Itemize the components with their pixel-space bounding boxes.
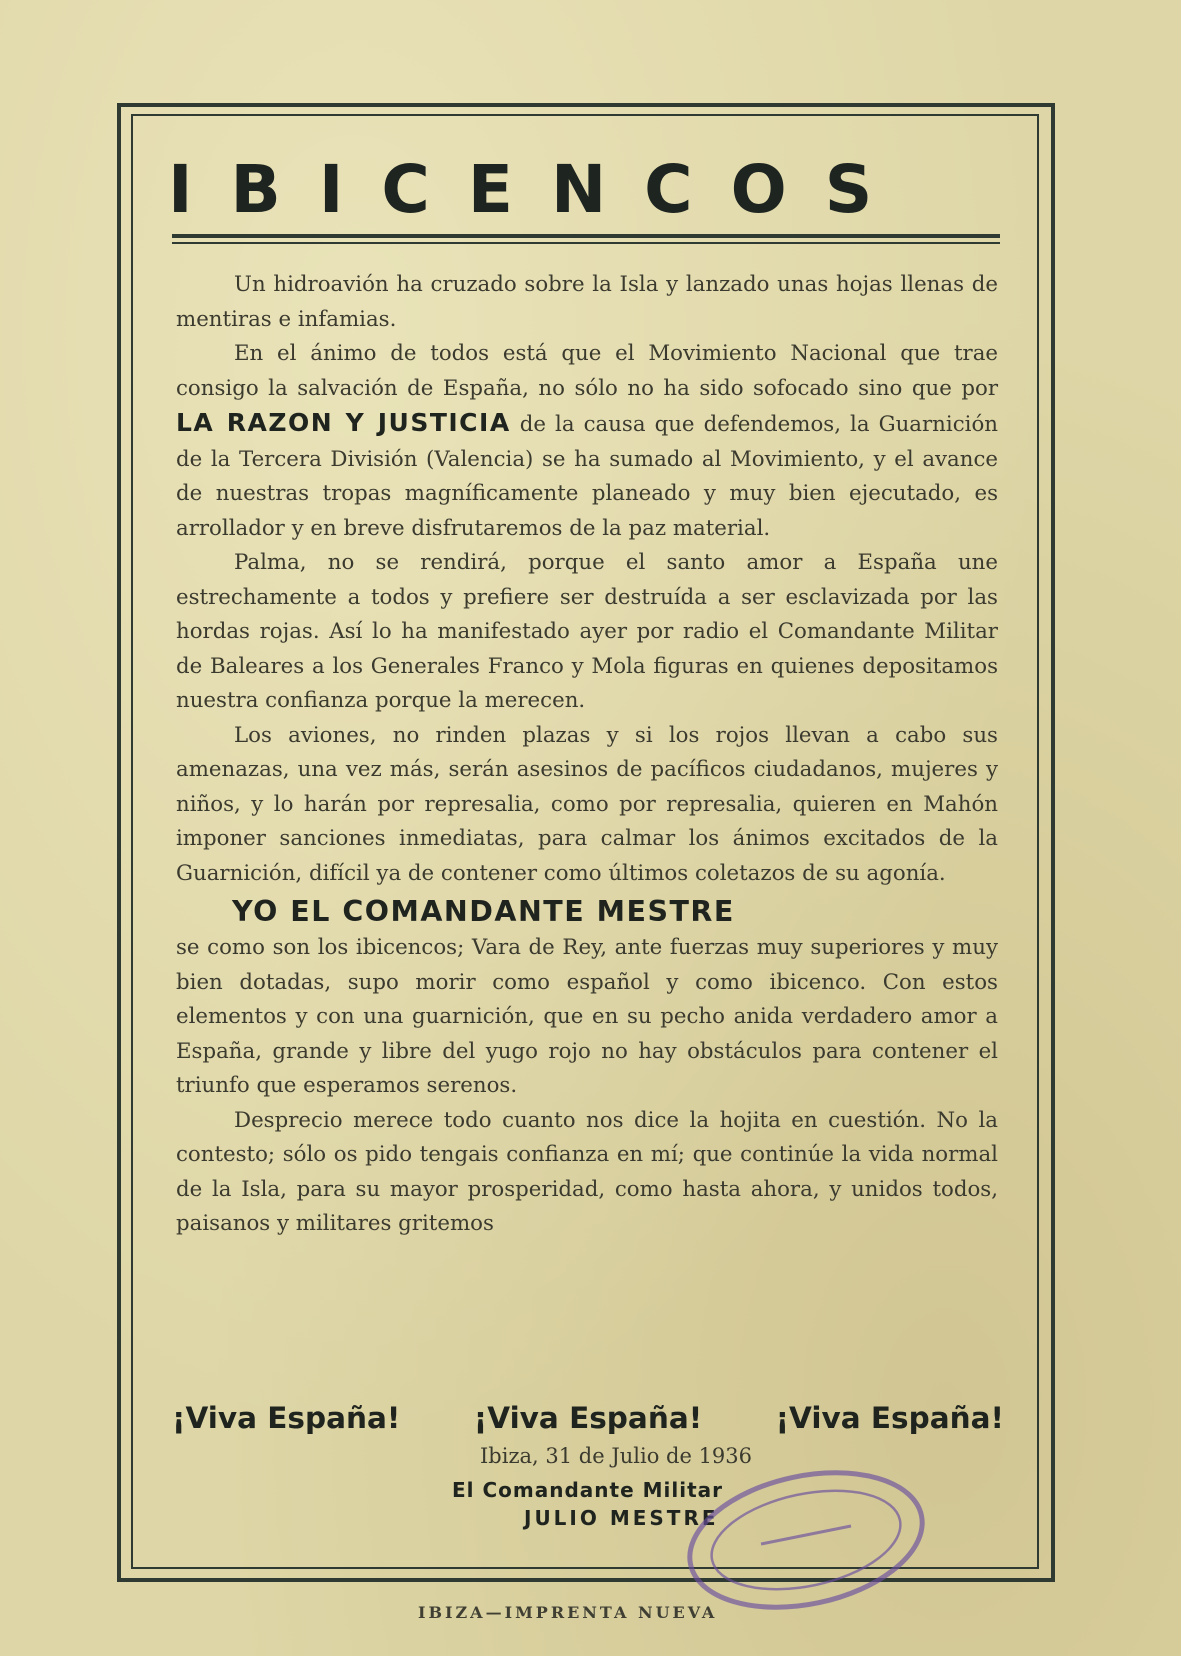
- printer-imprint: IBIZA—IMPRENTA NUEVA: [418, 1603, 718, 1622]
- viva-2: ¡Viva España!: [473, 1401, 703, 1435]
- paragraph-3: Palma, no se rendirá, porque el santo amor a España une estrechamente a todos y prefiere ser destruída a ser esclavizada por las hordas rojas. Así lo ha manifestado ayer por radio el Comandante Militar de Baleares a los Generales Franco y Mola figuras en quienes depositamos nuestra confianza porque la merecen.: [176, 550, 998, 713]
- title-rule-thin: [172, 242, 1000, 244]
- title-rule-thick: [172, 234, 1000, 238]
- paragraph-2-text: En el ánimo de todos está que el Movimiento Nacional que trae consigo la salvación de España, no sólo no ha sido sofocado sino que por: [176, 341, 998, 401]
- highlight-razon-justicia: LA RAZON Y JUSTICIA: [176, 408, 511, 437]
- paragraph-2-continued: de la causa que defendemos, la Guarnición de la Tercera División (Valencia) se ha sumado al Movimiento, y el avance de nuestras tropas magníficamente planeado y muy bien ejecutado, es arrollador y en breve disfrutaremos de la paz material.: [176, 412, 998, 541]
- signature-title: El Comandante Militar: [452, 1478, 723, 1502]
- signature-name: JULIO MESTRE: [524, 1506, 719, 1530]
- paragraph-2: [176, 337, 998, 546]
- body-text: [176, 268, 998, 1242]
- viva-line: [172, 1398, 1004, 1438]
- date-line: Ibiza, 31 de Julio de 1936: [480, 1444, 753, 1468]
- viva-1: ¡Viva España!: [172, 1401, 401, 1435]
- official-stamp: [666, 1460, 936, 1620]
- paragraph-1: Un hidroavión ha cruzado sobre la Isla y lanzado unas hojas llenas de mentiras e infamias.: [176, 272, 998, 332]
- heading-comandante: YO EL COMANDANTE MESTRE: [232, 895, 735, 928]
- paragraph-4: Los aviones, no rinden plazas y si los rojos llevan a cabo sus amenazas, una vez más, serán asesinos de pacíficos ciudadanos, mujeres y niños, y lo harán por represalia, como por represalia, quieren en Mahón imponer sanciones inmediatas, para calmar los ánimos excitados de la Guarnición, difícil ya de contener como últimos coletazos de su agonía.: [176, 722, 998, 886]
- paragraph-5: se como son los ibicencos; Vara de Rey, ante fuerzas muy superiores y muy bien dotadas, supo morir como español y como ibicenco. Con estos elementos y con una guarnición, que en su pecho anida verdadero amor a España, grande y libre del yugo rojo no hay obstáculos para contener el triunfo que esperamos serenos.: [176, 935, 998, 1098]
- viva-3: ¡Viva España!: [775, 1401, 1004, 1435]
- paragraph-6: Desprecio merece todo cuanto nos dice la hojita en cuestión. No la contesto; sólo os pido tengais confianza en mí; que continúe la vida normal de la Isla, para su mayor prosperidad, como hasta ahora, y unidos todos, paisanos y militares gritemos: [176, 1107, 998, 1236]
- poster-title: IBICENCOS: [168, 151, 911, 228]
